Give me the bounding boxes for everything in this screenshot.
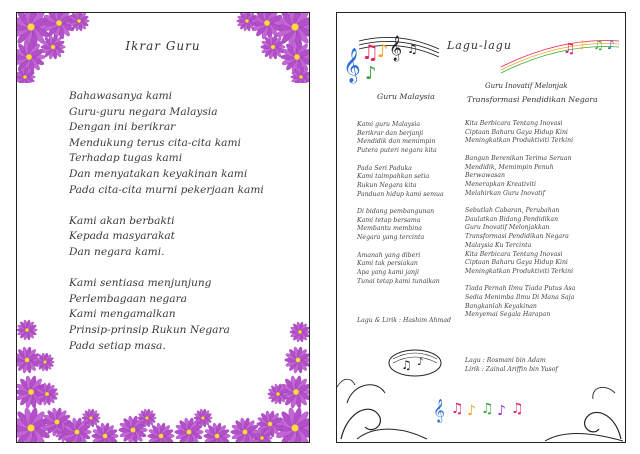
text-line: Berwawasan [465, 172, 505, 180]
text-line: Mendidik dan memimpin [357, 138, 436, 146]
daisy-flower-icon [17, 346, 40, 373]
text-line: Guru Inovatif Melonjakkan [465, 224, 550, 232]
svg-text:♪: ♪ [365, 63, 377, 84]
text-line: Malaysia Ku Tercinta [465, 241, 532, 249]
music-notes-header-icon [339, 27, 449, 87]
daisy-flower-icon [194, 409, 213, 428]
text-line: Kita Berbicara Tentang Inovasi [465, 120, 563, 127]
song-title-guru-malaysia: Guru Malaysia [377, 92, 435, 101]
text-line: Membantu membina [357, 225, 422, 233]
daisy-flower-icon [36, 383, 59, 406]
flower-border-bottom [57, 404, 267, 442]
daisy-flower-icon [63, 417, 92, 442]
text-line: Daulatkan Bidang Pendidikan [465, 215, 559, 223]
text-line: Kami taimpahkan setia [357, 173, 430, 181]
text-line: Putera puteri negara kita [357, 147, 437, 155]
flower-border-bottom-left [17, 282, 77, 442]
svg-text:♫: ♫ [451, 401, 464, 417]
text-line: Rukun Negara kita [357, 181, 417, 189]
ikrar-guru-page [16, 12, 310, 443]
daisy-flower-icon [268, 384, 289, 405]
text-line: Ciptaan Baharu Gaya Hidup Kini [465, 259, 568, 267]
page-title: Ikrar Guru [125, 39, 201, 53]
svg-text:♫: ♫ [401, 358, 412, 372]
svg-text:♫: ♫ [593, 38, 604, 52]
daisy-flower-icon [148, 422, 175, 442]
swirl-flourish-right-icon [535, 353, 625, 443]
text-line: Meningkatkan Produktiviti Terkini [465, 137, 574, 145]
text-line: Tiada Pernah Ilmu Tiada Putus Asa [465, 285, 576, 293]
svg-text:𝄞: 𝄞 [343, 48, 361, 83]
text-line: Apa yang kami janji [357, 268, 419, 276]
text-line: Prinsip-prinsip Rukun Negara [69, 323, 230, 336]
text-line: Pada Seri Paduka [357, 164, 412, 172]
text-line: Bangkanlah Keyakinan [465, 302, 537, 310]
svg-text:♫: ♫ [511, 401, 524, 417]
text-line: Dengan ini berikrar [69, 121, 176, 134]
daisy-flower-icon [138, 409, 157, 428]
daisy-flower-icon [36, 353, 55, 372]
text-line: Panduan hidup kami semua [357, 190, 444, 198]
daisy-flower-icon [43, 407, 72, 436]
svg-text:♪: ♪ [467, 403, 476, 419]
daisy-flower-icon [119, 415, 148, 442]
daisy-flower-icon [280, 375, 309, 408]
daisy-flower-icon [55, 422, 76, 442]
text-line: Kami tetap bersama [357, 216, 421, 224]
text-line: Ciptaan Baharu Gaya Hidup Kini [465, 128, 568, 136]
ikrar-stanza [69, 214, 309, 261]
music-swirl-center-icon [385, 341, 445, 381]
text-line: Dan menyatakan keyakinan kami [69, 167, 248, 180]
text-line: Bangun Berenikan Terima Seruan [465, 154, 572, 162]
daisy-flower-icon [231, 417, 260, 442]
text-line: Pada cita-cita murni pekerjaan kami [69, 183, 264, 196]
text-line: Kami mengamalkan [69, 308, 176, 321]
svg-text:♫: ♫ [563, 41, 576, 57]
lyrics-stanza [465, 285, 625, 320]
daisy-flower-icon [82, 409, 101, 428]
text-line: Kepada masyarakat [69, 230, 175, 243]
daisy-flower-icon [17, 67, 35, 83]
text-line: Kami sentiasa menjunjung [69, 277, 212, 290]
daisy-flower-icon [251, 13, 284, 40]
colorful-notes-bottom-icon [433, 393, 543, 423]
svg-text:𝄞: 𝄞 [389, 36, 403, 61]
text-line: Kami tak persiakan [357, 260, 418, 268]
text-line: Dan negara kami. [69, 245, 165, 258]
song-title-guru-inovatif-line1: Guru Inovatif Melonjak [485, 82, 568, 90]
daisy-flower-icon [237, 13, 258, 31]
daisy-flower-icon [92, 422, 119, 442]
text-line: Guru-guru negara Malaysia [69, 105, 218, 118]
svg-text:♫: ♫ [361, 40, 379, 64]
daisy-flower-icon [43, 13, 76, 40]
text-line: Pada setiap masa. [69, 339, 166, 352]
text-line: Di bidang pembangunan [357, 208, 435, 215]
daisy-flower-icon [274, 407, 309, 442]
svg-text:♪: ♪ [417, 357, 424, 368]
lyrics-stanza [465, 120, 625, 146]
song-lyrics-guru-inovatif [465, 120, 625, 329]
text-line: Menyemai Segala Harapan [465, 311, 551, 319]
page-title: Lagu-lagu [447, 39, 512, 52]
credit-line: Lagu : Rosmani bin Adam [465, 357, 546, 364]
svg-text:♫: ♫ [481, 401, 494, 417]
music-notes-header-right-icon [501, 27, 621, 77]
text-line: Tunai tetap kami tunaikan [357, 277, 440, 285]
text-line: Bahawasanya kami [69, 90, 173, 102]
text-line: Negara yang tercinta [357, 234, 425, 242]
text-line: Berikrar dan berjanji [357, 129, 424, 137]
ikrar-text [69, 89, 309, 370]
daisy-flower-icon [17, 407, 52, 442]
text-line: Sebutlah Cabaran, Perubahan [465, 207, 560, 214]
svg-text:♪: ♪ [497, 403, 506, 419]
svg-text:♫: ♫ [407, 42, 418, 56]
lyrics-stanza [465, 207, 625, 277]
ikrar-stanza [69, 276, 309, 354]
credit-line: Lirik : Zainal Ariffin bin Yusof [465, 365, 558, 373]
svg-text:♪: ♪ [579, 38, 587, 52]
daisy-flower-icon [291, 67, 309, 83]
daisy-flower-icon [69, 13, 90, 31]
text-line: Menerapkan Kreativiti [465, 180, 536, 188]
svg-text:♪: ♪ [607, 38, 615, 52]
daisy-flower-icon [257, 410, 284, 437]
lagu-lagu-page [336, 12, 626, 443]
text-line: Terhadap tugas kami [69, 152, 183, 165]
text-line: Sedia Menimba Ilmu Di Mana Saja [465, 294, 575, 302]
text-line: Kami guru Malaysia [357, 121, 421, 128]
text-line: Perlembagaan negara [69, 292, 187, 305]
text-line: Mendidik, Memimpin Penuh [465, 163, 554, 171]
text-line: Amanah yang diberi [357, 251, 421, 259]
daisy-flower-icon [17, 375, 47, 408]
daisy-flower-icon [204, 422, 231, 442]
text-line: Transformasi Pendidikan Negara [465, 233, 569, 241]
text-line: Meningkatkan Produktiviti Terkini [465, 267, 574, 275]
text-line: Mendukung terus cita-cita kami [69, 136, 241, 149]
text-line: Melahirkan Guru Inovatif [465, 189, 545, 197]
daisy-flower-icon [17, 320, 37, 341]
svg-text:♪: ♪ [377, 41, 389, 62]
lyrics-stanza [465, 155, 625, 199]
svg-text:𝄞: 𝄞 [433, 398, 445, 422]
song-title-guru-inovatif-line2: Transformasi Pendidikan Negara [467, 95, 598, 104]
ikrar-stanza [69, 89, 309, 198]
text-line: Kami akan berbakti [69, 214, 175, 227]
daisy-flower-icon [254, 428, 272, 442]
song-credit-guru-malaysia: Lagu & Lirik : Hashim Ahmad [357, 317, 452, 324]
text-line: Kita Berbicara Tentang Inovasi [465, 250, 563, 258]
daisy-flower-icon [175, 417, 204, 442]
